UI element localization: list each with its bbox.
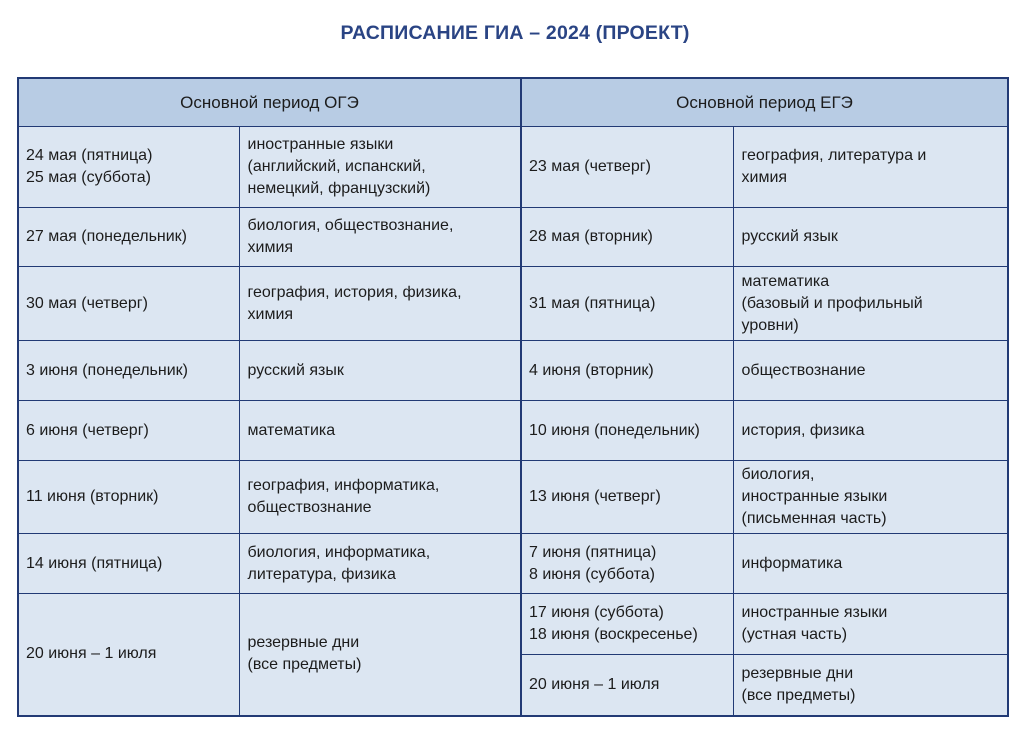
table-row bbox=[18, 534, 1008, 594]
oge-subjects-cell-line: география, история, физика, bbox=[247, 283, 462, 301]
oge-subjects-cell-line: обществознание bbox=[247, 499, 372, 516]
oge-subjects-cell-line: география, информатика, bbox=[247, 477, 440, 494]
oge-subjects-cell-line: математика bbox=[247, 421, 336, 439]
oge-subjects-cell-line: резервные дни bbox=[247, 634, 360, 652]
oge-subjects-cell-line: русский язык bbox=[247, 361, 344, 379]
ege-subjects-cell-line: обществознание bbox=[741, 361, 866, 379]
ege-subjects-cell bbox=[733, 208, 1008, 267]
ege-subjects-cell-line: (все предметы) bbox=[741, 686, 856, 704]
oge-subjects-cell bbox=[239, 208, 521, 267]
ege-subjects-cell bbox=[733, 267, 1008, 341]
ege-subjects-cell bbox=[733, 655, 1008, 716]
ege-subjects-cell-line: (письменная часть) bbox=[741, 510, 887, 527]
oge-date-cell-line: 14 июня (пятница) bbox=[26, 554, 163, 572]
ege-subjects-cell-line: информатика bbox=[741, 554, 843, 572]
ege-date-cell bbox=[521, 594, 733, 655]
oge-date-cell bbox=[18, 461, 239, 534]
oge-date-cell bbox=[18, 267, 239, 341]
ege-date-cell-line: 28 мая (вторник) bbox=[529, 228, 653, 245]
oge-subjects-cell bbox=[239, 401, 521, 461]
ege-subjects-cell bbox=[733, 594, 1008, 655]
ege-date-cell bbox=[521, 127, 733, 208]
ege-subjects-cell bbox=[733, 127, 1008, 208]
ege-date-cell-line: 4 июня (вторник) bbox=[529, 361, 654, 379]
oge-date-cell-line: 24 мая (пятница) bbox=[26, 147, 153, 164]
ege-date-cell-line: 8 июня (суббота) bbox=[529, 565, 655, 583]
oge-date-cell bbox=[18, 208, 239, 267]
oge-date-cell bbox=[18, 127, 239, 208]
table-row bbox=[18, 208, 1008, 267]
oge-subjects-cell-line: иностранные языки bbox=[247, 136, 394, 153]
oge-date-cell bbox=[18, 341, 239, 401]
ege-subjects-cell-line: биология, bbox=[741, 466, 815, 483]
ege-date-cell bbox=[521, 341, 733, 401]
ege-date-cell-line: 10 июня (понедельник) bbox=[529, 421, 700, 439]
ege-date-cell bbox=[521, 461, 733, 534]
table-row bbox=[18, 267, 1008, 341]
oge-header: Основной период ОГЭ bbox=[18, 78, 521, 127]
oge-subjects-cell bbox=[239, 267, 521, 341]
ege-subjects-cell-line: русский язык bbox=[741, 228, 838, 245]
ege-date-cell bbox=[521, 401, 733, 461]
ege-date-cell bbox=[521, 534, 733, 594]
table-row bbox=[18, 341, 1008, 401]
table-row bbox=[18, 594, 1008, 655]
page-title: РАСПИСАНИЕ ГИА – 2024 (ПРОЕКТ) bbox=[340, 22, 690, 44]
ege-date-cell-line: 23 мая (четверг) bbox=[529, 158, 651, 175]
header-row bbox=[18, 78, 1008, 127]
ege-subjects-cell-line: (базовый и профильный bbox=[741, 294, 923, 312]
oge-subjects-cell-line: (все предметы) bbox=[247, 656, 362, 674]
oge-subjects-cell-line: литература, физика bbox=[247, 565, 396, 583]
ege-header: Основной период ЕГЭ bbox=[521, 78, 1008, 127]
oge-subjects-cell bbox=[239, 594, 521, 716]
ege-subjects-cell bbox=[733, 534, 1008, 594]
ege-subjects-cell bbox=[733, 461, 1008, 534]
oge-date-cell-line: 6 июня (четверг) bbox=[26, 421, 149, 439]
oge-subjects-cell-line: биология, обществознание, bbox=[247, 217, 454, 234]
ege-subjects-cell-line: уровни) bbox=[741, 316, 799, 334]
ege-date-cell-line: 18 июня (воскресенье) bbox=[529, 626, 698, 643]
oge-subjects-cell bbox=[239, 127, 521, 208]
ege-subjects-cell-line: математика bbox=[741, 272, 830, 290]
ege-subjects-cell-line: резервные дни bbox=[741, 664, 854, 682]
ege-date-cell-line: 20 июня – 1 июля bbox=[529, 675, 660, 693]
ege-subjects-cell-line: география, литература и bbox=[741, 147, 927, 164]
ege-subjects-cell-line: иностранные языки bbox=[741, 488, 888, 505]
oge-date-cell-line: 11 июня (вторник) bbox=[26, 488, 159, 505]
schedule-table bbox=[17, 77, 1009, 717]
ege-subjects-cell bbox=[733, 341, 1008, 401]
oge-date-cell-line: 27 мая (понедельник) bbox=[26, 228, 187, 245]
table-row bbox=[18, 401, 1008, 461]
ege-subjects-cell-line: химия bbox=[741, 169, 788, 186]
ege-date-cell-line: 13 июня (четверг) bbox=[529, 488, 661, 505]
ege-date-cell bbox=[521, 208, 733, 267]
oge-date-cell bbox=[18, 594, 239, 716]
ege-subjects-cell-line: (устная часть) bbox=[741, 626, 848, 643]
oge-date-cell bbox=[18, 534, 239, 594]
oge-date-cell-line: 30 мая (четверг) bbox=[26, 294, 148, 312]
oge-date-cell-line: 25 мая (суббота) bbox=[26, 169, 152, 186]
schedule-body bbox=[18, 127, 1008, 716]
oge-subjects-cell bbox=[239, 534, 521, 594]
ege-date-cell-line: 7 июня (пятница) bbox=[529, 543, 657, 561]
table-row bbox=[18, 127, 1008, 208]
table-row bbox=[18, 461, 1008, 534]
oge-subjects-cell-line: (английский, испанский, bbox=[247, 158, 426, 175]
oge-date-cell-line: 3 июня (понедельник) bbox=[26, 361, 188, 379]
oge-date-cell-line: 20 июня – 1 июля bbox=[26, 645, 157, 663]
ege-date-cell bbox=[521, 655, 733, 716]
oge-subjects-cell bbox=[239, 341, 521, 401]
oge-subjects-cell bbox=[239, 461, 521, 534]
oge-subjects-cell-line: химия bbox=[247, 239, 294, 256]
ege-subjects-cell bbox=[733, 401, 1008, 461]
ege-date-cell-line: 31 мая (пятница) bbox=[529, 294, 656, 312]
oge-date-cell bbox=[18, 401, 239, 461]
ege-date-cell-line: 17 июня (суббота) bbox=[529, 604, 664, 621]
ege-date-cell bbox=[521, 267, 733, 341]
oge-subjects-cell-line: биология, информатика, bbox=[247, 543, 431, 561]
ege-subjects-cell-line: иностранные языки bbox=[741, 604, 888, 621]
ege-subjects-cell-line: история, физика bbox=[741, 421, 865, 439]
oge-subjects-cell-line: немецкий, французский) bbox=[247, 180, 431, 197]
oge-subjects-cell-line: химия bbox=[247, 305, 294, 323]
